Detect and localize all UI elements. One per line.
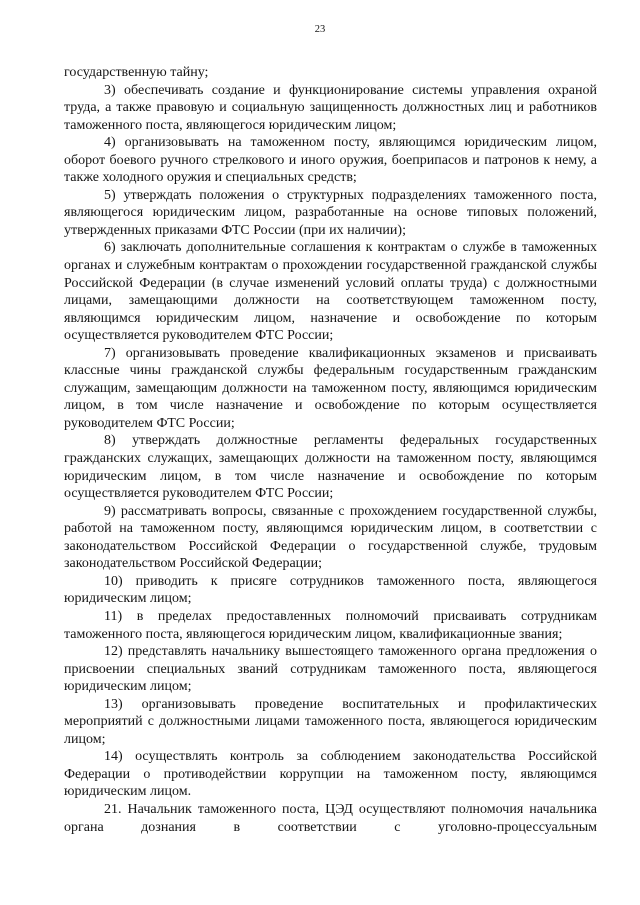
paragraph: 4) организовывать на таможенном посту, являющимся юридическим лицом, оборот боевого ручного стрелкового и иного оружия, боеприпасов и патронов к нему, а также холодного оружия и специальных средств; (64, 135, 597, 186)
paragraph: 5) утверждать положения о структурных подразделениях таможенного поста, являющегося юридическим лицом, разработанные на основе типовых положений, утвержденных приказами ФТС России (при их наличии); (64, 187, 597, 238)
page-number: 23 (314, 24, 326, 35)
paragraph: 13) организовывать проведение воспитательных и профилактических мероприятий с должностными лицами таможенного поста, являющегося юридическим лицом; (64, 696, 597, 747)
paragraph: 11) в пределах предоставленных полномочий присваивать сотрудникам таможенного поста, являющегося юридическим лицом, квалификационные звания; (64, 608, 597, 642)
paragraph: 8) утверждать должностные регламенты федеральных государственных гражданских служащих, замещающих должности на таможенном посту, являющимся юридическим лицом, в том числе назначение и освобождение по которым осуществляется руководителем ФТС России; (64, 433, 597, 502)
paragraph: 9) рассматривать вопросы, связанные с прохождением государственной службы, работой на таможенном посту, являющимся юридическим лицом, в соответствии с законодательством Российской Федерации о государственной службе, трудовым законодательством Российской Федерации; (64, 503, 597, 572)
document-body (64, 64, 597, 836)
paragraph: 3) обеспечивать создание и функционирование системы управления охраной труда, а также правовую и социальную защищенность должностных лиц и работников таможенного поста, являющегося юридическим лицом; (64, 82, 597, 133)
paragraph: 12) представлять начальнику вышестоящего таможенного органа предложения о присвоении специальных званий сотрудникам таможенного поста, являющегося юридическим лицом; (64, 644, 597, 695)
paragraph: 21. Начальник таможенного поста, ЦЭД осуществляют полномочия начальника органа дознания в соответствии с уголовно-процессуальным (64, 801, 597, 835)
paragraph: 6) заключать дополнительные соглашения к контрактам о службе в таможенных органах и служебным контрактам о прохождении государственной гражданской службы Российской Федерации (в случае изменений условий оплаты труда) с должностными лицами, замещающими должности на соответствующем таможенном посту, являющимся юридическим лицом, назначение и освобождение по которым осуществляется руководителем ФТС России; (64, 240, 597, 344)
paragraph: государственную тайну; (64, 65, 209, 80)
paragraph: 14) осуществлять контроль за соблюдением законодательства Российской Федерации о противодействии коррупции на таможенном посту, являющимся юридическим лицом. (64, 749, 597, 800)
paragraph: 10) приводить к присяге сотрудников таможенного поста, являющегося юридическим лицом; (64, 573, 597, 607)
paragraph: 7) организовывать проведение квалификационных экзаменов и присваивать классные чины гражданской службы федеральным государственным гражданским служащим, замещающим должности на таможенном посту, являющимся юридическим лицом, в том числе назначение и освобождение по которым осуществляется руководителем ФТС России; (64, 345, 597, 431)
